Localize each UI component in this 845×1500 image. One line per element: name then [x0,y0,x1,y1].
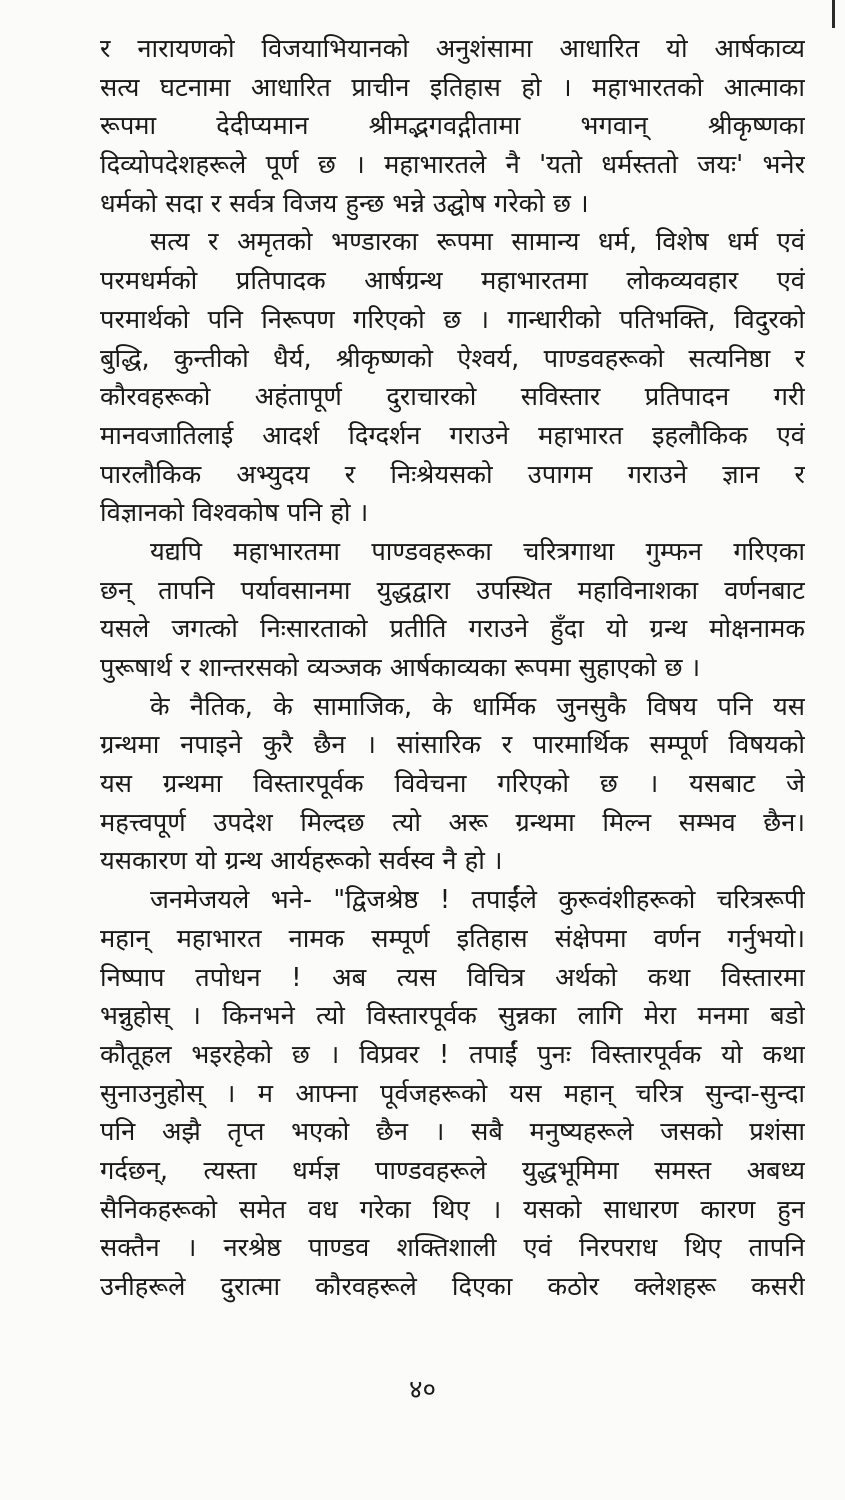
text-line: पुरूषार्थ र शान्तरसको व्यञ्जक आर्षकाव्यका रूपमा सुहाएको छ । [100,653,701,683]
text-line: भन्नुहोस् । किनभने त्यो विस्तारपूर्वक सुन्नका लागि मेरा मनमा बडो [100,1001,805,1032]
text-line: जनमेजयले भने- "द्विजश्रेष्ठ ! तपाईंले कुरूवंशीहरूको चरित्ररूपी [150,885,805,916]
text-line: निष्पाप तपोधन ! अब त्यस विचित्र अर्थको कथा विस्तारमा [100,962,805,993]
document-body [100,30,805,1307]
text-line: दिव्योपदेशहरूले पूर्ण छ । महाभारतले नै 'यतो धर्मस्ततो जयः' भनेर [100,150,805,181]
text-line: मानवजातिलाई आदर्श दिग्दर्शन गराउने महाभारत इहलौकिक एवं [100,420,805,451]
text-line: यसकारण यो ग्रन्थ आर्यहरूको सर्वस्व नै हो । [100,846,503,877]
page-edge-line [832,0,835,28]
text-line: गर्दछन्, त्यस्ता धर्मज्ञ पाण्डवहरूले युद्धभूमिमा समस्त अबध्य [100,1155,805,1186]
text-line: परमार्थको पनि निरूपण गरिएको छ । गान्धारीको पतिभक्ति, विदुरको [100,304,805,335]
text-line: यसले जगत्को निःसारताको प्रतीति गराउने हुँदा यो ग्रन्थ मोक्षनामक [100,614,805,645]
text-line: यद्यपि महाभारतमा पाण्डवहरूका चरित्रगाथा गुम्फन गरिएका [150,536,805,567]
text-line: पनि अझै तृप्त भएको छैन । सबै मनुष्यहरूले जसको प्रशंसा [100,1117,805,1148]
text-line: र नारायणको विजयाभियानको अनुशंसामा आधारित यो आर्षकाव्य [100,34,805,64]
text-line: सत्य घटनामा आधारित प्राचीन इतिहास हो । महाभारतको आत्माका [100,72,805,103]
text-line: उनीहरूले दुरात्मा कौरवहरूले दिएका कठोर क्लेशहरू कसरी [100,1272,805,1302]
text-line: महान् महाभारत नामक सम्पूर्ण इतिहास संक्षेपमा वर्णन गर्नुभयो। [100,923,805,954]
text-line: महत्त्वपूर्ण उपदेश मिल्दछ त्यो अरू ग्रन्थमा मिल्न सम्भव छैन। [100,807,805,838]
text-line: छन् तापनि पर्यावसानमा युद्धद्वारा उपस्थित महाविनाशका वर्णनबाट [100,575,805,606]
text-line: के नैतिक, के सामाजिक, के धार्मिक जुनसुकै विषय पनि यस [150,691,805,722]
text-line: सत्य र अमृतको भण्डारका रूपमा सामान्य धर्म, विशेष धर्म एवं [150,227,805,258]
text-line: परमधर्मको प्रतिपादक आर्षग्रन्थ महाभारतमा लोकव्यवहार एवं [100,266,805,297]
text-line: रूपमा देदीप्यमान श्रीमद्भगवद्गीतामा भगवान् श्रीकृष्णका [100,111,805,142]
text-line: धर्मको सदा र सर्वत्र विजय हुन्छ भन्ने उद्घोष गरेको छ । [100,188,589,219]
text-line: विज्ञानको विश्वकोष पनि हो । [100,498,369,529]
text-line: सैनिकहरूको समेत वध गरेका थिए । यसको साधारण कारण हुन [100,1194,805,1225]
text-line: कौतूहल भइरहेको छ । विप्रवर ! तपाईं पुनः विस्तारपूर्वक यो कथा [100,1039,805,1070]
page-number: ४० [408,1375,437,1405]
text-line: ग्रन्थमा नपाइने कुरै छैन । सांसारिक र पारमार्थिक सम्पूर्ण विषयको [100,730,805,761]
text-line: यस ग्रन्थमा विस्तारपूर्वक विवेचना गरिएको छ । यसबाट जे [100,769,805,800]
text-line: सुनाउनुहोस् । म आफ्ना पूर्वजहरूको यस महान् चरित्र सुन्दा-सुन्दा [100,1078,805,1109]
text-line: सक्तैन । नरश्रेष्ठ पाण्डव शक्तिशाली एवं निरपराध थिए तापनि [100,1233,805,1264]
text-line: पारलौकिक अभ्युदय र निःश्रेयसको उपागम गराउने ज्ञान र [100,459,805,490]
text-line: बुद्धि, कुन्तीको धैर्य, श्रीकृष्णको ऐश्वर्य, पाण्डवहरूको सत्यनिष्ठा र [100,343,805,374]
text-line: कौरवहरूको अहंतापूर्ण दुराचारको सविस्तार प्रतिपादन गरी [100,382,805,413]
